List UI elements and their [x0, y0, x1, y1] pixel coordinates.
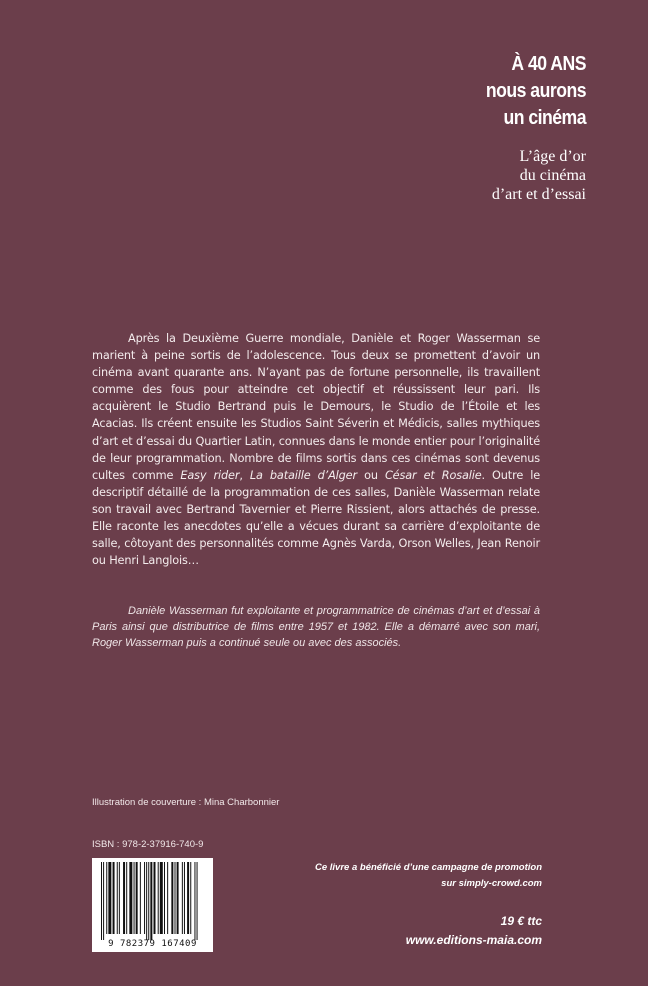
barcode — [92, 858, 213, 952]
summary-part-2: . Outre le descriptif détaillé de la programmation de ces salles, Danièle Wasserman relate son travail avec Bertrand Tavernier et Pierre Rissient, alors attachés de presse. Elle raconte les anecdotes qu’elle a vécues durant sa carrière d’exploitante de salle, côtoyant des personnalités comme Agnès Varda, Orson Welles, Jean Renoir ou Henri Langlois… — [92, 468, 540, 568]
barcode-bar — [177, 862, 179, 934]
title-line-2: nous aurons — [485, 79, 586, 102]
barcode-bar — [134, 862, 135, 934]
barcode-bar — [187, 862, 189, 934]
barcode-bar — [108, 862, 111, 934]
subtitle-line-2: du cinéma — [519, 167, 586, 184]
barcode-bar — [119, 862, 120, 934]
barcode-bar — [126, 862, 127, 934]
barcode-bar — [106, 862, 107, 934]
summary-text — [92, 330, 540, 569]
film-title-cesar-rosalie: César et Rosalie — [384, 468, 482, 482]
author-bio — [92, 603, 540, 651]
barcode-bar — [103, 862, 104, 940]
title-line-3: un cinéma — [503, 106, 586, 129]
barcode-bar — [194, 862, 195, 940]
barcode-bar — [190, 862, 191, 934]
barcode-bar — [154, 862, 156, 934]
promotion-note — [282, 860, 542, 892]
book-title — [362, 50, 586, 131]
barcode-bar — [129, 862, 132, 934]
promotion-line-2: sur simply-crowd.com — [441, 878, 542, 889]
barcode-bar — [158, 862, 159, 934]
film-title-bataille-alger: La bataille d’Alger — [249, 468, 357, 482]
barcode-bar — [184, 862, 185, 934]
barcode-bar — [101, 862, 102, 940]
price-block — [406, 912, 542, 950]
barcode-bar — [160, 862, 163, 934]
title-line-1: À 40 ANS — [511, 52, 586, 75]
barcode-bar — [123, 862, 125, 934]
barcode-bar — [175, 862, 176, 934]
barcode-bar — [150, 862, 152, 940]
barcode-bar — [140, 862, 141, 934]
barcode-digits: 9 782379 167409 — [108, 939, 197, 949]
isbn-label: ISBN : 978-2-37916-740-9 — [92, 839, 204, 850]
subtitle-line-3: d’art et d’essai — [491, 186, 586, 203]
film-title-easy-rider: Easy rider — [180, 468, 240, 482]
summary-separator-2: ou — [356, 468, 385, 482]
summary-paragraph — [92, 330, 540, 569]
publisher-website: www.editions-maia.com — [405, 933, 542, 947]
barcode-bar — [144, 862, 145, 934]
summary-part-1: Après la Deuxième Guerre mondiale, Danièle et Roger Wasserman se marient à peine sortis de l’adolescence. Tous deux se promettent d’avoir un cinéma avant quarante ans. N’ayant pas de fortune personnelle, ils travaillent comme des fous pour atteindre cet objectif et réussissent leur pari. Ils acquièrent le Studio Bertrand puis le Demours, le Studio de l’Étoile et les Acacias. Ils créent ensuite les Studios Saint Séverin et Médicis, salles mythiques d’art et d’essai du Quartier Latin, connues dans le monde entier pour l’originalité de leur programmation. Nombre de films sortis dans ces cinémas sont devenus cultes comme — [92, 332, 540, 482]
summary-separator-1: , — [239, 468, 250, 482]
barcode-bar — [117, 862, 118, 934]
barcode-bar — [171, 862, 173, 934]
barcode-bar — [164, 862, 165, 934]
barcode-bar — [167, 862, 168, 934]
subtitle-line-1: L’âge d’or — [519, 148, 586, 165]
barcode-bar — [197, 862, 198, 940]
price: 19 € ttc — [500, 914, 542, 928]
barcode-bar — [146, 862, 147, 940]
author-bio-text: Danièle Wasserman fut exploitante et programmatrice de cinémas d’art et d’essai à Paris ainsi que distributrice de films entre 1957 et 1982. Elle a démarré avec son mari, Roger Wasserman puis a continué seule ou avec des associés. — [92, 605, 540, 649]
promotion-line-1: Ce livre a bénéficié d’une campagne de promotion — [315, 862, 542, 873]
barcode-bar — [113, 862, 115, 934]
barcode-bars — [92, 858, 213, 940]
barcode-bar — [182, 862, 183, 934]
book-subtitle — [366, 147, 586, 204]
barcode-bar — [148, 862, 149, 940]
barcode-bar — [136, 862, 138, 934]
illustration-credit: Illustration de couverture : Mina Charbonnier — [92, 797, 280, 808]
